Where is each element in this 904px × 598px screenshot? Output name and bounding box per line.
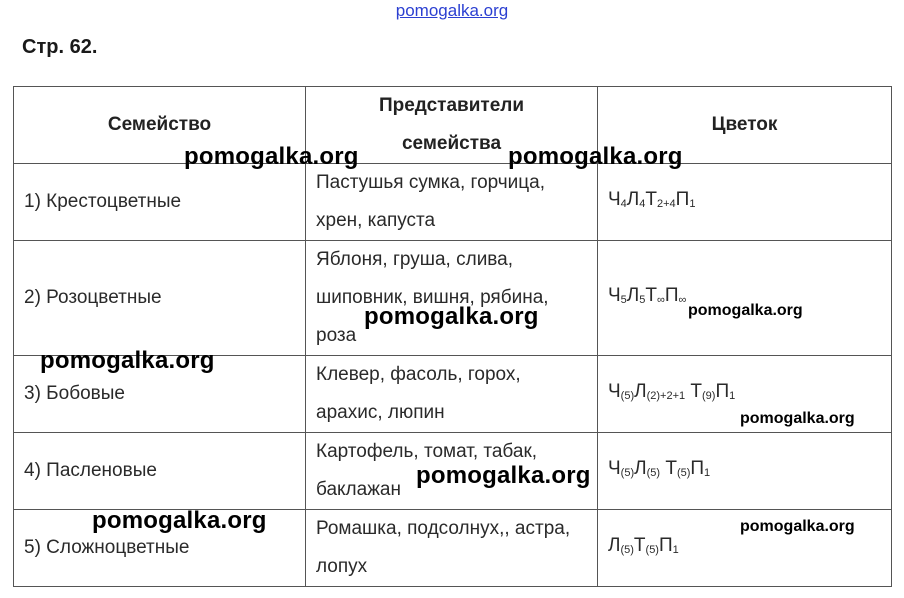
formula-subscript: 1 (729, 390, 736, 402)
row-members: Ромашка, подсолнух,, астра, лопух (306, 510, 598, 587)
formula-subscript: ∞ (678, 294, 687, 306)
formula-letter: Т (660, 458, 677, 479)
formula-letter: Ч (608, 381, 621, 402)
formula-letter: Ч (608, 285, 621, 306)
formula-subscript: 4 (639, 198, 646, 210)
watermark: pomogalka.org (40, 347, 215, 374)
watermark: pomogalka.org (688, 302, 803, 319)
formula-subscript: 2+4 (657, 198, 676, 210)
row-members: Пастушья сумка, горчица, хрен, капуста (306, 164, 598, 241)
formula-subscript: 1 (689, 198, 696, 210)
header-family: Семейство (14, 87, 306, 164)
flower-formula (598, 241, 892, 356)
formula-subscript: ∞ (657, 294, 665, 306)
row-family: 3) Бобовые (14, 356, 306, 433)
formula-letter: Л (626, 189, 640, 210)
formula-subscript: (5) (645, 544, 659, 556)
formula-subscript: 5 (639, 294, 646, 306)
watermark: pomogalka.org (92, 507, 267, 534)
formula-letter: Т (633, 535, 646, 556)
flower-formula (598, 164, 892, 241)
site-link[interactable]: pomogalka.org (395, 1, 509, 20)
header-members: Представители семейства (306, 87, 598, 164)
formula-letter: Ч (608, 189, 621, 210)
formula-subscript: (9) (702, 390, 716, 402)
row-members: Клевер, фасоль, горох, арахис, люпин (306, 356, 598, 433)
table-row (14, 164, 892, 241)
watermark: pomogalka.org (416, 462, 591, 489)
table-row (14, 241, 892, 356)
row-family: 5) Сложноцветные (14, 510, 306, 587)
watermark: pomogalka.org (184, 143, 359, 170)
formula-letter: Ч (608, 458, 621, 479)
formula-subscript: 1 (672, 544, 679, 556)
formula-letter: П (690, 458, 705, 479)
formula-subscript: (2)+2+1 (646, 390, 686, 402)
watermark: pomogalka.org (508, 143, 683, 170)
formula-subscript: 1 (704, 467, 711, 479)
formula-letter: Л (634, 381, 647, 402)
formula-subscript: (5) (676, 467, 691, 479)
formula-letter: Т (645, 285, 657, 306)
formula-letter: Т (685, 381, 703, 402)
formula-subscript: (5) (620, 390, 635, 402)
page-label: Стр. 62. (22, 36, 98, 58)
formula-subscript: (5) (620, 544, 634, 556)
formula-letter: П (664, 285, 679, 306)
formula-letter: Л (608, 535, 621, 556)
formula-subscript: 5 (620, 294, 627, 306)
formula-letter: Л (626, 285, 640, 306)
row-family: 1) Крестоцветные (14, 164, 306, 241)
row-family: 2) Розоцветные (14, 241, 306, 356)
formula-subscript: (5) (646, 467, 661, 479)
formula-letter: П (675, 189, 690, 210)
table-header-row (14, 87, 892, 164)
formula-letter: П (715, 381, 730, 402)
row-family: 4) Пасленовые (14, 433, 306, 510)
row-members: Картофель, томат, табак, баклажан (306, 433, 598, 510)
formula-subscript: (5) (620, 467, 635, 479)
row-members: Яблоня, груша, слива, шиповник, вишня, рябина, роза (306, 241, 598, 356)
formula-letter: Л (634, 458, 647, 479)
header-flower: Цветок (598, 87, 892, 164)
formula-subscript: 4 (620, 198, 627, 210)
formula-letter: П (658, 535, 673, 556)
watermark: pomogalka.org (740, 410, 855, 427)
flower-formula (598, 433, 892, 510)
formula-letter: Т (645, 189, 657, 210)
watermark: pomogalka.org (364, 303, 539, 330)
watermark: pomogalka.org (740, 518, 855, 535)
